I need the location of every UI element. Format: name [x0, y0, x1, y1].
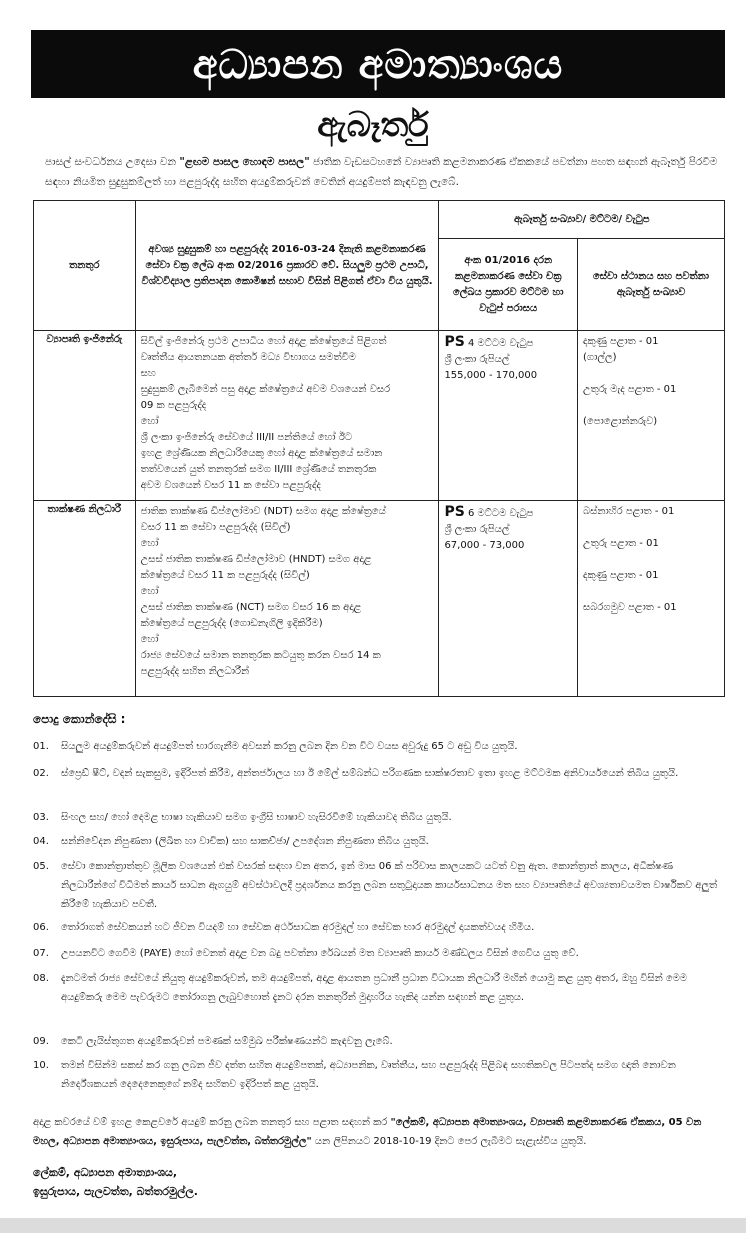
station-line: උතුරු මැද පළාත - 01 [583, 384, 677, 395]
condition-text: ස්ප්‍රෙඩ් ෂීට්, වදන් සැකසුම, ඉදිරිපත් කිරීම, අන්තර්ජාලය හා ඊ මේල් සම්බන්ධ පරිගණක සාක්ෂරතාව ඉතා ඉහළ මට්ටමක අනිවාර්යයෙන් තිබිය යුතුයි. [61, 768, 679, 779]
salary-range: 155,000 - 170,000 [444, 370, 538, 381]
station-cell [578, 331, 725, 501]
requirement-line: තත්වයෙන් යුත් තනතුරක් සමග II/III ශ්‍රේණියේ තනතුරක [140, 464, 377, 475]
condition-number: 10. [33, 1060, 49, 1071]
condition-number: 05. [33, 861, 49, 872]
table-row [34, 501, 725, 697]
requirement-line: ක්ෂේත්‍රයේ වසර 11 ක පළපුරුද්ද (සිවිල්) [140, 570, 310, 581]
station-line [583, 520, 719, 536]
condition-number: 06. [33, 922, 49, 933]
position-cell: තාක්ෂණ නිලධාරී [34, 501, 136, 697]
requirement-line: වෘත්තීය ආයතනයක අත්තර් මධ්‍ය විභාගය සමත්වීම [140, 352, 356, 363]
requirement-line: ක්ෂේත්‍රයේ පළපුරුද්ද (ගොඩනැගිලි ඉදිකිරීම) [140, 618, 323, 629]
station-line: (ගාල්ල) [583, 352, 617, 363]
condition-number: 01. [33, 741, 49, 752]
vacancies-table [33, 200, 725, 697]
condition-item [33, 808, 723, 827]
requirement-line: සුදුසුකම් ලැබීමෙන් පසු අදාළ ක්ෂේත්‍රයේ අවම වශයෙන් වසර [140, 384, 391, 395]
condition-number: 07. [33, 948, 49, 959]
requirement-line: රාජ්‍ය සේවයේ සමාන තනතුරක කටයුතු කරන වසර 14 ක [140, 650, 381, 661]
condition-item [33, 832, 723, 851]
requirement-line: ඉහළ ශ්‍රේණියක නිලධාරියෙකු හෝ අදාළ ක්ෂේත්‍රයේ සමාන [140, 448, 383, 459]
station-line [583, 398, 719, 414]
requirement-line: හෝ [140, 416, 159, 427]
condition-text: සිංහල සහ/ හෝ දෙමළ භාෂා හැකියාව සමග ඉංග්‍රීසි භාෂාව හැසිරවීමේ හැකියාවද තිබිය යුතුයි. [61, 812, 452, 823]
station-line: දකුණු පළාත - 01 [583, 336, 659, 347]
programme-name: "ළඟම පාසල හොඳම පාසල" [179, 156, 310, 168]
condition-text: කෙටි ලැයිස්තුගත අයදුම්කරුවන් පමණක් සම්මුඛ පරීක්ෂණයන්ට කැඳවනු ලැබේ. [61, 1036, 393, 1047]
header-station: සේවා ස්ථානය සහ පවත්නා ඇබෑර්තු සංඛ්‍යාව [578, 239, 725, 331]
condition-text: තමන් විසින්ම සකස් කර ගනු ලබන ජීව දත්ත සහිත අයදුම්පතක්, අධ්‍යාපනික, වෘත්තීය, සහ පළපුරුද්ද පිළිබඳ සහතිකවල පිටපත්ද සමග ඥාති නොවන නිර්දේශකයන් දෙදෙනෙකුගේ නම්ද සහිතව ඉදිරිපත් කළ යුතුයි. [61, 1060, 676, 1090]
condition-text: දැනටමත් රාජ්‍ය සේවයේ නියුතු අයදුම්කරුවන්, තම අයදුම්පත්, අදාළ ආයතන ප්‍රධානී ප්‍රධාන විධායක නිලධාරී මඟින් යොමු කළ යුතු අතර, ඔහු විසින් මෙම අයදුම්කරු මෙම පැවරුමට තෝරාගනු ලැබුවහොත් දැනට දරන තනතුරින් මුදාහරිය හැකිද යන්න සඳහන් කළ යුතුය. [61, 973, 688, 1003]
page-bottom-strip [0, 1218, 746, 1233]
requirement-line: සහ [140, 368, 156, 379]
intro-text-end: ජාතික වැඩසටහනේ ව්‍යාපෘති කළමනාකරණ ඒකකයේ පවත්නා පහත සඳහන් ඇබෑර්තු පිරවීම සඳහා නියමිත සුදුසුකම්ලත් හා පළපුරුද්ද සහිත අයදුම්කරුවන් වෙතින් අයදුම්පත් කැඳවනු ලැබේ. [45, 156, 718, 188]
requirement-line: සිවිල් ඉංජිනේරු ප්‍රථම උපාධිය හෝ අදාළ ක්ෂේත්‍රයේ පිළිගත් [140, 336, 387, 347]
station-line: දකුණු පළාත - 01 [583, 570, 659, 581]
requirement-line: උසස් ජාතික තාක්ෂණ (NCT) සමග වසර 16 ක අදාළ [140, 602, 362, 613]
condition-text: සියලුම අයදුම්කරුවන් අයදුම්පත් භාරගැනීම අවසන් කරනු ලබන දින වන විට වයස අවුරුදු 65 ට අඩු විය යුතුයි. [61, 741, 518, 752]
salary-scale-code: PS [444, 334, 465, 350]
condition-number: 08. [33, 973, 49, 984]
requirement-line: උසස් ජාතික තාක්ෂණ ඩිප්ලෝමාව (HNDT) සමග අදාළ [140, 554, 372, 565]
condition-number: 09. [33, 1036, 49, 1047]
condition-item [33, 737, 723, 756]
station-cell [578, 501, 725, 697]
requirement-line: හෝ [140, 538, 159, 549]
station-line [583, 584, 719, 600]
signature-line-1: ලේකම්, අධ්‍යාපන අමාත්‍යාංශය, [33, 1166, 178, 1179]
condition-item [33, 764, 723, 783]
general-conditions-title: පොදු කොන්දේසි : [33, 712, 126, 726]
station-line: බස්නාහිර පළාත - 01 [583, 506, 675, 517]
condition-text: උපයනවිට ගෙවීම (PAYE) හෝ වෙනත් අදාළ වන බදු පවත්නා රේඛයන් මත ව්‍යාපෘති කාර්ය මණ්ඩලය විසින් ගෙවිය යුතු වේ. [61, 948, 579, 959]
header-vacancy-group: ඇබෑර්තු සංඛ්‍යාව/ මට්ටම/ වැටුප [439, 201, 725, 239]
station-line [583, 366, 719, 382]
condition-number: 02. [33, 768, 49, 779]
salary-currency: ශ්‍රී ලංකා රුපියල් [444, 524, 510, 535]
requirement-line: 09 ක පළපුරුද්ද [140, 400, 207, 411]
condition-text: සේවා කොන්ත්‍රාත්තුව මූලික වශයෙන් එක් වසරක් සඳහා වන අතර, ඉන් මාස 06 ක් පරිවාස කාලයකට යටත් වනු ඇත. කොන්ත්‍රාත් කාලය, අධීක්ෂණ නිලධාරීන්ගේ විධිමත් කාර්ය සාධන ඇගයුම් අවස්ථාවලදී ප්‍රදර්ශනය කරනු ලබන සතුටුදායක කාර්යසාධනය මත සහ ව්‍යාපෘතියේ අවශ්‍යතාවයමත වාර්ෂිකව අලුත් කිරීමේ හැකියාව පවතී. [61, 861, 718, 910]
condition-item [33, 918, 723, 937]
condition-item [33, 969, 723, 1007]
station-line: සබරගමුව පළාත - 01 [583, 602, 677, 613]
signature-block [33, 1163, 198, 1201]
vacancies-title: ඇබෑර්තු [317, 105, 429, 145]
table-row [34, 331, 725, 501]
requirement-line: ශ්‍රී ලංකා ඉංජිනේරු සේවයේ III/II පන්තියේ හෝ ඊට [140, 432, 353, 443]
salary-currency: ශ්‍රී ලංකා රුපියල් [444, 354, 510, 365]
requirement-line: වසර 11 ක සේවා පළපුරුද්ද (සිවිල්) [140, 522, 291, 533]
condition-item [33, 1032, 723, 1051]
salary-cell [439, 331, 578, 501]
condition-item [33, 944, 723, 963]
closing-deadline-text: යන ලිපිනයට 2018-10-19 දිනට පෙර ලැබීමට සැළැස්විය යුතුයි. [311, 1136, 587, 1147]
condition-number: 04. [33, 836, 49, 847]
salary-level: 4 මට්ටම වැටුප [464, 338, 534, 349]
station-line [583, 552, 719, 568]
header-requirements: අවශ්‍ය සුදුසුකම් හා පළපුරුද්ද 2016-03-24 දිනැති කළමනාකරණ සේවා චක්‍ර ලේඛ අංක 02/2016 ප්‍රකාරව වේ. සියලුම ප්‍රථම උපාධි, විශ්වවිද්‍යාල ප්‍රතිපාදන කොමිෂන් සභාව විසින් පිළිගත් ඒවා විය යුතුයි. [135, 201, 439, 331]
condition-number: 03. [33, 812, 49, 823]
requirement-line: පළපුරුද්ද සහිත නිලධාරීන් [140, 666, 250, 677]
condition-text: සන්නිවේදන නිපුණතා (ලිඛිත හා වාචික) සහ සාකච්ඡා/ උපදේශන නිපුණතා තිබිය යුතුයි. [61, 836, 429, 847]
salary-scale-code: PS [444, 504, 465, 520]
condition-item [33, 1056, 723, 1094]
station-line: උතුරු පළාත - 01 [583, 538, 659, 549]
intro-paragraph [45, 152, 720, 192]
requirement-line: අවම වශයෙන් වසර 11 ක සේවා පළපුරුද්ද [140, 480, 321, 491]
requirement-line: හෝ [140, 634, 159, 645]
requirements-cell [135, 501, 439, 697]
condition-item [33, 857, 723, 914]
signature-line-2: ඉසුරුපාය, පැලවත්ත, බත්තරමුල්ල. [33, 1185, 198, 1198]
header-salary: අංක 01/2016 දරන කළමනාකරණ සේවා චක්‍ර ලේඛය ප්‍රකාරව මට්ටම හා වැටුප් පරාසය [439, 239, 578, 331]
submission-address: "ලේකම්, අධ්‍යාපන අමාත්‍යාංශය, ව්‍යාපෘති කළමනාකරණ ඒකකය, 05 වන මහල, අධ්‍යාපන අමාත්‍යාංශය, ඉසුරුපාය, පැලවත්ත, බත්තරමුල්ල" [33, 1117, 702, 1147]
salary-cell [439, 501, 578, 697]
salary-level: 6 මට්ටම වැටුප [464, 508, 534, 519]
closing-text: අදාළ කවරයේ වම් ඉහළ කෙළවරේ අයදුම් කරනු ලබන තනතුර සහ පළාත සඳහන් කර [33, 1117, 391, 1128]
requirements-cell [135, 331, 439, 501]
position-cell: ව්‍යාපෘති ඉංජිනේරු [34, 331, 136, 501]
salary-range: 67,000 - 73,000 [444, 540, 525, 551]
station-line: (පොළොන්නරුව) [583, 416, 658, 427]
condition-text: තෝරාගත් සේවකයන් හට ජීවන වියදම් හා සේවක අර්ථසාධක අරමුදල් හා සේවක භාර අරමුදල් දායකත්වයද හිමිය. [61, 922, 535, 933]
requirement-line: හෝ [140, 586, 159, 597]
ministry-banner [31, 30, 725, 98]
header-position: තනතුර [34, 201, 136, 331]
submission-instructions [33, 1113, 723, 1151]
requirement-line: ජාතික තාක්ෂණ ඩිප්ලෝමාව (NDT) සමග අදාළ ක්ෂේත්‍රයේ [140, 506, 386, 517]
ministry-name: අධ්‍යාපන අමාත්‍යාංශය [192, 40, 564, 88]
intro-text: පාසල් සංවර්ධනය උදෙසා වන [45, 156, 180, 168]
